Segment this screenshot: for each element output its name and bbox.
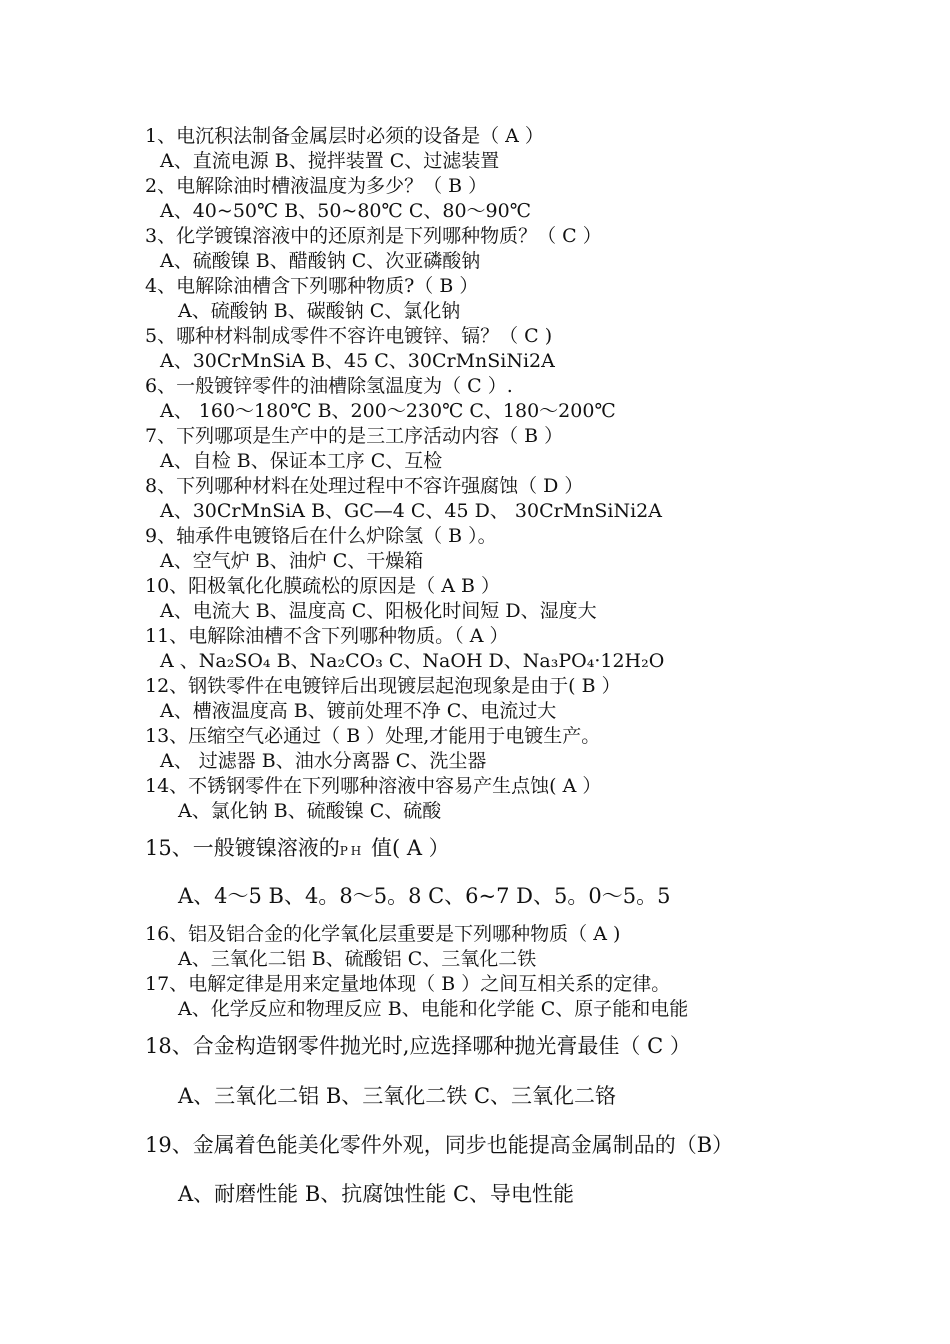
options-9: A、空气炉 B、油炉 C、干燥箱: [160, 550, 424, 572]
question-11: 11、电解除油槽不含下列哪种物质。（ A ）: [145, 625, 509, 647]
question-3: 3、化学镀镍溶液中的还原剂是下列哪种物质？（ C ）: [145, 225, 602, 247]
options-15: A、4～5 B、4。8～5。8 C、6~7 D、5。0～5。5: [178, 884, 671, 908]
question-1: 1、电沉积法制备金属层时必须的设备是（ A ）: [145, 125, 544, 147]
options-13: A、 过滤器 B、油水分离器 C、洗尘器: [160, 750, 487, 772]
question-15-answer: 值( A ）: [364, 836, 450, 860]
options-8: A、30CrMnSiA B、GC—4 C、45 D、 30CrMnSiNi2A: [160, 500, 662, 522]
options-10: A、电流大 B、温度高 C、阳极化时间短 D、湿度大: [160, 600, 597, 622]
options-16: A、三氧化二铝 B、硫酸铝 C、三氧化二铁: [178, 948, 537, 970]
question-4: 4、电解除油槽含下列哪种物质?（ B ）: [145, 275, 479, 297]
question-8: 8、下列哪种材料在处理过程中不容许强腐蚀（ D ）: [145, 475, 584, 497]
question-12: 12、钢铁零件在电镀锌后出现镀层起泡现象是由于( B ）: [145, 675, 621, 697]
options-11: A 、Na₂SO₄ B、Na₂CO₃ C、NaOH D、Na₃PO₄·12H₂O: [160, 650, 665, 672]
question-15-text: 15、一般镀镍溶液的: [145, 836, 340, 860]
options-14: A、氯化钠 B、硫酸镍 C、硫酸: [178, 800, 442, 822]
ph-label: PH: [339, 844, 365, 858]
question-6: 6、一般镀锌零件的油槽除氢温度为（ C ）.: [145, 375, 513, 397]
question-14: 14、不锈钢零件在下列哪种溶液中容易产生点蚀( A ）: [145, 775, 602, 797]
question-16: 16、铝及铝合金的化学氧化层重要是下列哪种物质（ A ): [145, 923, 621, 945]
options-3: A、硫酸镍 B、醋酸钠 C、次亚磷酸钠: [160, 250, 481, 272]
options-17: A、化学反应和物理反应 B、电能和化学能 C、原子能和电能: [178, 998, 689, 1020]
options-18: A、三氧化二铝 B、三氧化二铁 C、三氧化二铬: [178, 1084, 617, 1108]
options-12: A、槽液温度高 B、镀前处理不净 C、电流过大: [160, 700, 557, 722]
question-17: 17、电解定律是用来定量地体现（ B ）之间互相关系的定律。: [145, 973, 671, 995]
options-5: A、30CrMnSiA B、45 C、30CrMnSiNi2A: [160, 350, 555, 372]
options-6: A、 160～180℃ B、200～230℃ C、180～200℃: [160, 400, 616, 422]
question-9: 9、轴承件电镀铬后在什么炉除氢（ B ）。: [145, 525, 497, 547]
options-19: A、耐磨性能 B、抗腐蚀性能 C、导电性能: [178, 1182, 575, 1206]
question-10: 10、阳极氧化化膜疏松的原因是（ A B ）: [145, 575, 500, 597]
options-1: A、直流电源 B、搅拌装置 C、过滤装置: [160, 150, 500, 172]
question-5: 5、哪种材料制成零件不容许电镀锌、镉？（ C ): [145, 325, 553, 347]
question-13: 13、压缩空气必通过（ B ）处理,才能用于电镀生产。: [145, 725, 601, 747]
question-7: 7、下列哪项是生产中的是三工序活动内容（ B ）: [145, 425, 564, 447]
options-4: A、硫酸钠 B、碳酸钠 C、氯化钠: [178, 300, 461, 322]
options-7: A、自检 B、保证本工序 C、互检: [160, 450, 443, 472]
question-2: 2、电解除油时槽液温度为多少？（ B ）: [145, 175, 488, 197]
question-19: 19、金属着色能美化零件外观，同步也能提高金属制品的（B）: [145, 1133, 734, 1157]
question-15: [145, 836, 450, 863]
options-2: A、40~50℃ B、50~80℃ C、80～90℃: [160, 200, 531, 222]
question-18: 18、合金构造钢零件抛光时,应选择哪种抛光膏最佳（ C ）: [145, 1034, 691, 1058]
